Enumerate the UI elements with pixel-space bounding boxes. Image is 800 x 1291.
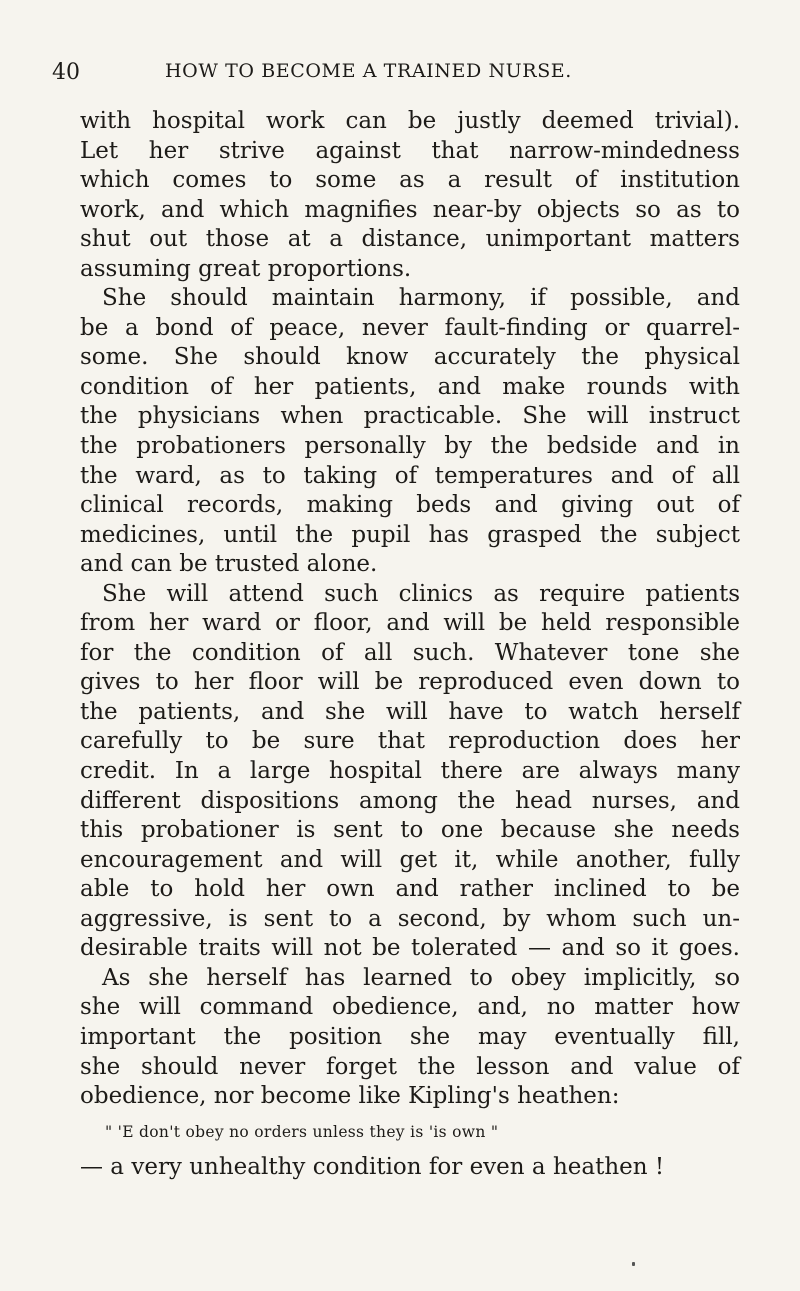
text-line: gives to her floor will be reproduced even down to (80, 669, 740, 696)
text-line: the physicians when practicable. She will instruct (80, 403, 740, 430)
body-text (80, 107, 740, 1182)
text-line: encouragement and will get it, while another, fully (80, 846, 740, 873)
text-line: different dispositions among the head nurses, and (80, 787, 740, 814)
text-line: some. She should know accurately the physical (80, 344, 740, 371)
text-line: she will command obedience, and, no matter how (80, 994, 740, 1021)
text-line: desirable traits will not be tolerated — and so it goes. (80, 935, 740, 962)
text-line: from her ward or floor, and will be held responsible (80, 610, 740, 637)
text-line: assuming great proportions. (80, 255, 412, 282)
text-line: and can be trusted alone. (80, 551, 378, 578)
text-line: with hospital work can be justly deemed trivial). (80, 108, 740, 134)
text-line: be a bond of peace, never fault-finding or quarrel- (80, 314, 740, 341)
text-line: obedience, nor become like Kipling's heathen: (80, 1083, 620, 1110)
text-line: she should never forget the lesson and value of (80, 1053, 740, 1080)
kipling-quote: " 'E don't obey no orders unless they is 'is own " (105, 1122, 499, 1141)
page-number: 40 (52, 60, 80, 85)
text-line: this probationer is sent to one because she needs (80, 817, 740, 844)
closing-line: — a very unhealthy condition for even a heathen ! (80, 1153, 665, 1180)
paragraph-start-line: As she herself has learned to obey implicitly, so (102, 964, 740, 991)
print-speck (632, 1262, 635, 1266)
text-line: medicines, until the pupil has grasped the subject (80, 521, 740, 548)
text-line: carefully to be sure that reproduction does her (80, 728, 740, 755)
running-head-title: HOW TO BECOME A TRAINED NURSE. (165, 60, 572, 82)
text-line: the ward, as to taking of temperatures and of all (80, 462, 740, 489)
text-line: condition of her patients, and make rounds with (80, 373, 740, 400)
text-line: clinical records, making beds and giving out of (80, 492, 740, 519)
text-line: shut out those at a distance, unimportant matters (80, 226, 740, 253)
paragraph-start-line: She will attend such clinics as require patients (102, 580, 740, 607)
text-line: credit. In a large hospital there are always many (80, 758, 740, 785)
text-line: which comes to some as a result of institution (80, 167, 740, 194)
text-line: aggressive, is sent to a second, by whom such un- (80, 905, 740, 932)
text-line: able to hold her own and rather inclined to be (80, 876, 740, 903)
running-head (52, 58, 752, 88)
text-line: important the position she may eventually fill, (80, 1023, 740, 1050)
text-line: the probationers personally by the bedside and in (80, 433, 740, 460)
paragraph-start-line: She should maintain harmony, if possible, and (102, 285, 740, 312)
text-line: Let her strive against that narrow-mindedness (80, 137, 740, 164)
text-line: for the condition of all such. Whatever tone she (80, 639, 740, 666)
text-line: work, and which magnifies near-by objects so as to (80, 196, 740, 223)
text-line: the patients, and she will have to watch herself (80, 698, 740, 725)
